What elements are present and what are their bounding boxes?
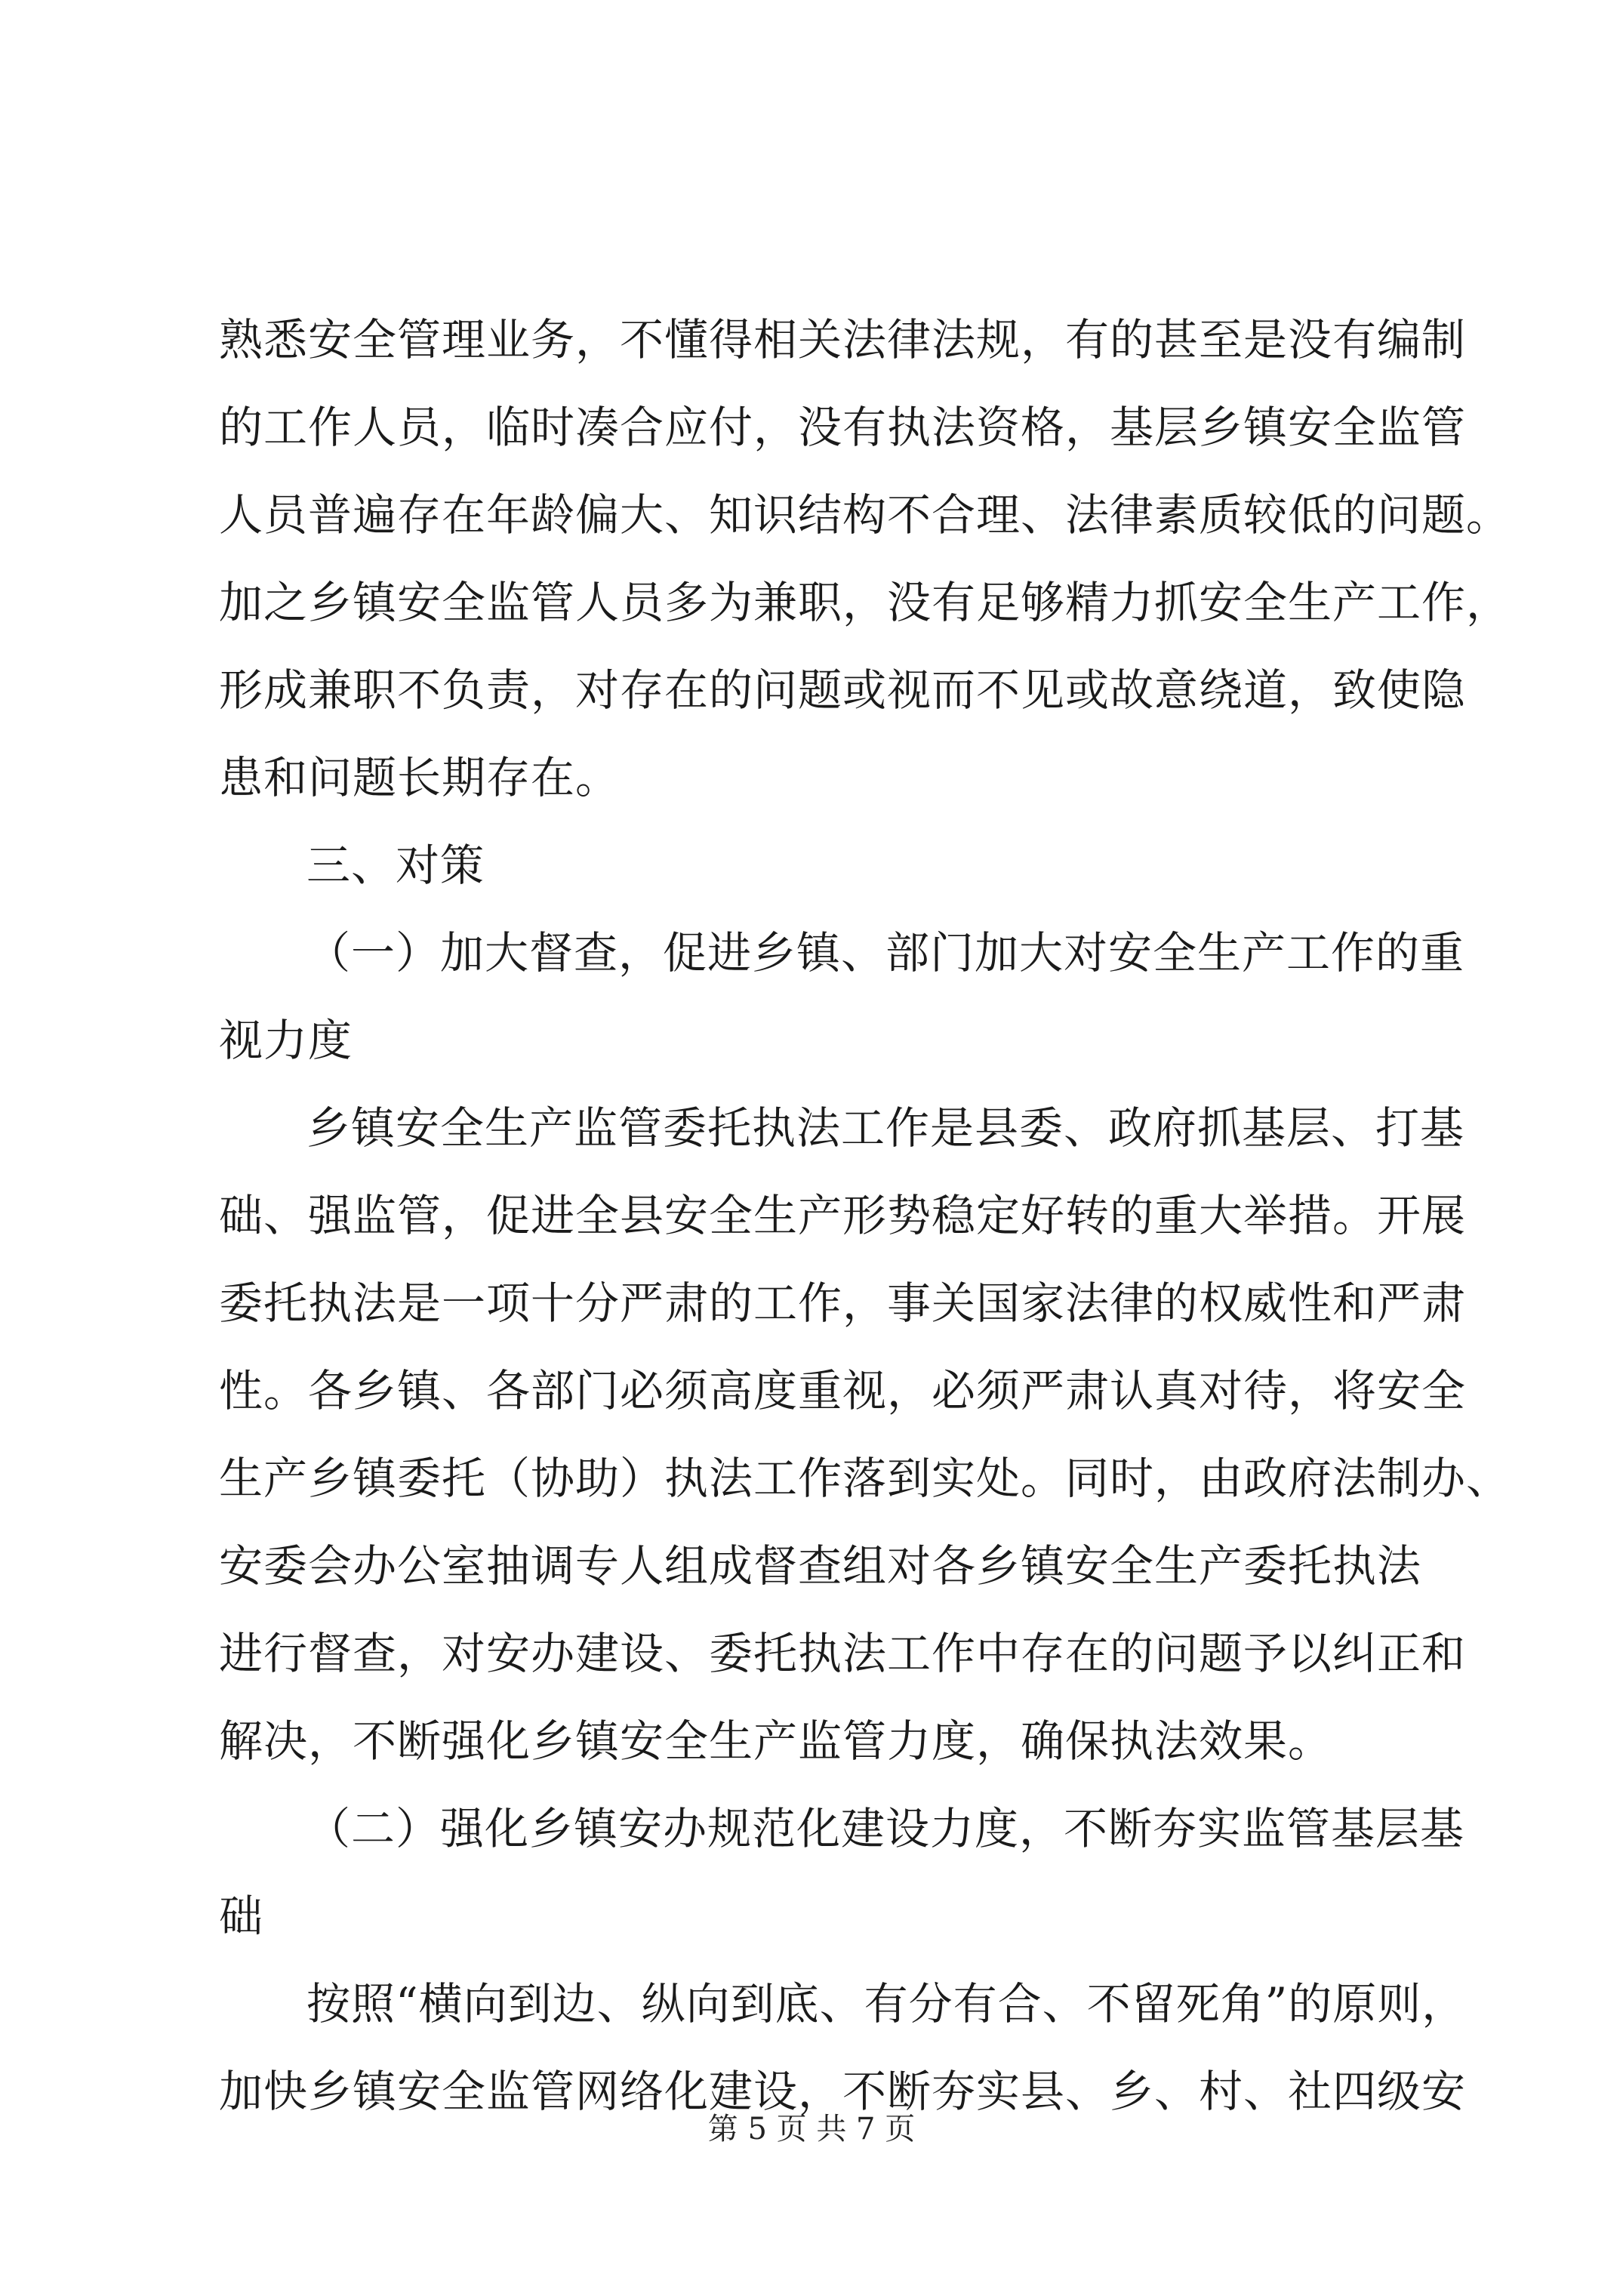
- text-line: 性。各乡镇、各部门必须高度重视，必须严肃认真对待，将安全: [219, 1365, 1467, 1416]
- page-footer: [0, 2106, 1623, 2152]
- page-number: 第 5 页 共 7 页: [707, 2112, 916, 2147]
- text-line: 加快乡镇安全监管网络化建设，不断夯实县、乡、村、社四级安: [219, 2066, 1467, 2117]
- text-line: 患和问题长期存在。: [219, 752, 621, 803]
- text-line: 解决，不断强化乡镇安全生产监管力度，确保执法效果。: [219, 1715, 1333, 1767]
- text-line: 委托执法是一项十分严肃的工作，事关国家法律的权威性和严肃: [219, 1277, 1467, 1329]
- text-line: 人员普遍存在年龄偏大、知识结构不合理、法律素质较低的问题。: [219, 489, 1511, 541]
- document-body: [219, 296, 1511, 2135]
- text-line: 安委会办公室抽调专人组成督查组对各乡镇安全生产委托执法: [219, 1540, 1422, 1592]
- text-line: 形成兼职不负责，对存在的问题或视而不见或故意绕道，致使隐: [219, 664, 1467, 716]
- text-line: 进行督查，对安办建设、委托执法工作中存在的问题予以纠正和: [219, 1628, 1467, 1679]
- subsection-heading: 础: [219, 1891, 264, 1942]
- subsection-heading: （二）强化乡镇安办规范化建设力度，不断夯实监管基层基: [306, 1803, 1465, 1854]
- subsection-heading: 视力度: [219, 1015, 353, 1066]
- text-line: 生产乡镇委托（协助）执法工作落到实处。同时，由政府法制办、: [219, 1453, 1511, 1504]
- text-line: 加之乡镇安全监管人员多为兼职，没有足够精力抓安全生产工作，: [219, 577, 1511, 628]
- text-line: 乡镇安全生产监管委托执法工作是县委、政府抓基层、打基: [306, 1102, 1465, 1154]
- section-heading: 三、对策: [306, 840, 485, 891]
- text-line: 按照“横向到边、纵向到底、有分有合、不留死角”的原则，: [306, 1978, 1467, 2029]
- text-line: 的工作人员，临时凑合应付，没有执法资格，基层乡镇安全监管: [219, 402, 1467, 453]
- text-line: 础、强监管，促进全县安全生产形势稳定好转的重大举措。开展: [219, 1190, 1467, 1241]
- text-line: 熟悉安全管理业务，不懂得相关法律法规，有的甚至是没有编制: [219, 314, 1467, 365]
- subsection-heading: （一）加大督查，促进乡镇、部门加大对安全生产工作的重: [306, 927, 1465, 978]
